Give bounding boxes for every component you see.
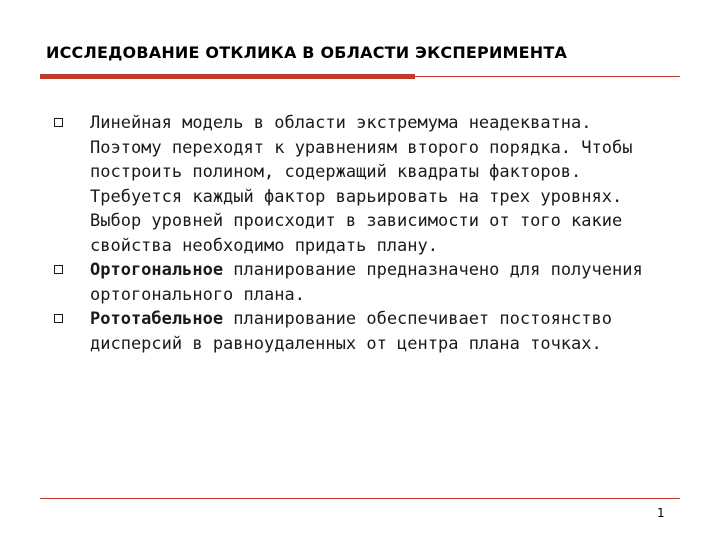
title-underline-thick xyxy=(40,74,415,79)
title-underline xyxy=(40,70,680,80)
page-number: 1 xyxy=(657,506,665,520)
bullet-text: планирование предназначено для получения ортогонального плана. xyxy=(90,260,643,305)
bullet-text: планирование обеспечивает постоянство дисперсий в равноудаленных от центра плана точках. xyxy=(90,309,612,354)
slide-title: ИССЛЕДОВАНИЕ ОТКЛИКА В ОБЛАСТИ ЭКСПЕРИМЕНТА xyxy=(46,43,568,62)
bullet-bold-term: Ортогональное xyxy=(90,260,224,280)
list-item xyxy=(54,258,664,307)
bullet-list xyxy=(54,111,664,356)
bullet-bold-term: Рототабельное xyxy=(90,309,224,329)
bullet-text: Линейная модель в области экстремума неадекватна. Поэтому переходят к уравнениям второго порядка. Чтобы построить полином, содержащий квадраты факторов. Требуется каждый фактор варьировать на трех уровнях. Выбор уровней происходит в зависимости от того какие свойства необходимо придать плану. xyxy=(90,113,633,256)
list-item xyxy=(54,307,664,356)
square-bullet-icon xyxy=(54,118,63,127)
footer-divider xyxy=(40,498,680,499)
list-item xyxy=(54,111,664,258)
square-bullet-icon xyxy=(54,265,63,274)
square-bullet-icon xyxy=(54,314,63,323)
